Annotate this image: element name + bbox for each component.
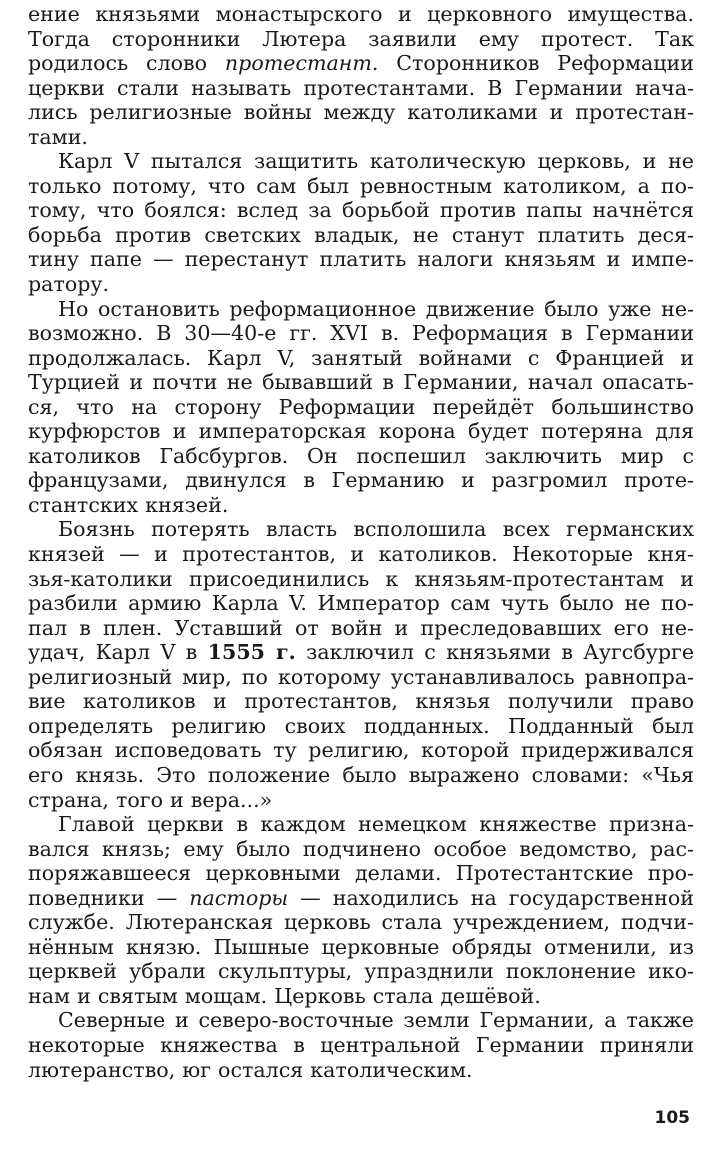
page-number: 105	[654, 1108, 690, 1128]
text-line: разбили армию Карла V. Император сам чуть было не по-	[28, 591, 694, 616]
text-line: Главой церкви в каждом немецком княжестве призна-	[58, 812, 694, 837]
text-line: ратору.	[28, 272, 110, 297]
page-body	[28, 2, 694, 1082]
paragraph-5	[28, 812, 694, 1008]
text-line: курфюрстов и императорская корона будет потеряна для	[28, 419, 694, 444]
text-line: церкви стали называть протестантами. В Германии нача-	[28, 75, 694, 100]
text-line: Турцией и почти не бывавший в Германии, начал опасать-	[28, 370, 694, 395]
text-line: Тогда сторонники Лютера заявили ему протест. Так	[28, 26, 694, 51]
text-line: князей — и протестантов, и католиков. Некоторые кня-	[28, 542, 694, 567]
text-line: вие католиков и протестантов, князья получили право	[28, 689, 694, 714]
text-line: обязан исповедовать ту религию, которой придерживался	[28, 738, 694, 763]
text-line: страна, того и вера...»	[28, 787, 273, 812]
text-line: лютеранство, юг остался католическим.	[28, 1057, 473, 1082]
text-line: его князь. Это положение было выражено словами: «Чья	[28, 762, 694, 787]
paragraph-1	[28, 2, 694, 149]
text-line: стантских князей.	[28, 492, 229, 517]
text-line: католиков Габсбургов. Он поспешил заключить мир с	[28, 443, 694, 468]
text-line: продолжалась. Карл V, занятый войнами с Францией и	[28, 345, 694, 370]
text-line: зья-католики присоединились к князьям-протестантам и	[28, 566, 694, 591]
text-line: религиозный мир, по которому устанавливалось равнопра-	[28, 664, 694, 689]
text-line: Карл V пытался защитить католическую церковь, и не	[58, 149, 694, 174]
text-line: родилось слово протестант. Сторонников Реформации	[28, 51, 694, 76]
paragraph-2	[28, 149, 694, 296]
text-line: ся, что на сторону Реформации перейдёт большинство	[28, 394, 694, 419]
text-line: нам и святым мощам. Церковь стала дешёвой.	[28, 983, 541, 1008]
text-line: борьба против светских владык, не станут платить деся-	[28, 222, 694, 247]
text-line: Боязнь потерять власть всполошила всех германских	[58, 517, 694, 542]
text-line: тину папе — перестанут платить налоги князьям и импе-	[28, 247, 694, 272]
text-line: службе. Лютеранская церковь стала учреждением, подчи-	[28, 910, 694, 935]
paragraph-3	[28, 297, 694, 518]
text-line: возможно. В 30—40-е гг. XVI в. Реформация в Германии	[28, 321, 694, 346]
text-line: тому, что боялся: вслед за борьбой против папы начнётся	[28, 198, 694, 223]
italic-term: пасторы	[189, 885, 289, 910]
text-line: поряжавшееся церковными делами. Протестантские про-	[28, 861, 694, 886]
text-line: лись религиозные войны между католиками и протестан-	[28, 100, 694, 125]
bold-date: 1555 г.	[207, 640, 296, 665]
text-line: тами.	[28, 124, 88, 149]
text-line: только потому, что сам был ревностным католиком, а по-	[28, 173, 694, 198]
text-line: вался князь; ему было подчинено особое ведомство, рас-	[28, 836, 694, 861]
text-line: французами, двинулся в Германию и разгромил проте-	[28, 468, 694, 493]
text-line: Северные и северо-восточные земли Германии, а также	[58, 1008, 694, 1033]
text-line: ение князьями монастырского и церковного имущества.	[28, 2, 694, 26]
text-line: некоторые княжества в центральной Германии приняли	[28, 1032, 694, 1057]
text-line: поведники — пасторы — находились на государственной	[28, 885, 694, 910]
paragraph-4	[28, 517, 694, 812]
text-line: церквей убрали скульптуры, упразднили поклонение ико-	[28, 959, 694, 984]
text-line: пал в плен. Уставший от войн и преследовавших его не-	[28, 615, 694, 640]
text-line: определять религию своих подданных. Подданный был	[28, 713, 694, 738]
text-line: удач, Карл V в 1555 г. заключил с князьями в Аугсбурге	[28, 640, 695, 665]
text-line: Но остановить реформационное движение было уже не-	[58, 296, 694, 321]
text-line: нённым князю. Пышные церковные обряды отменили, из	[28, 934, 694, 959]
italic-term: протестант.	[224, 51, 379, 76]
paragraph-6	[28, 1008, 694, 1082]
